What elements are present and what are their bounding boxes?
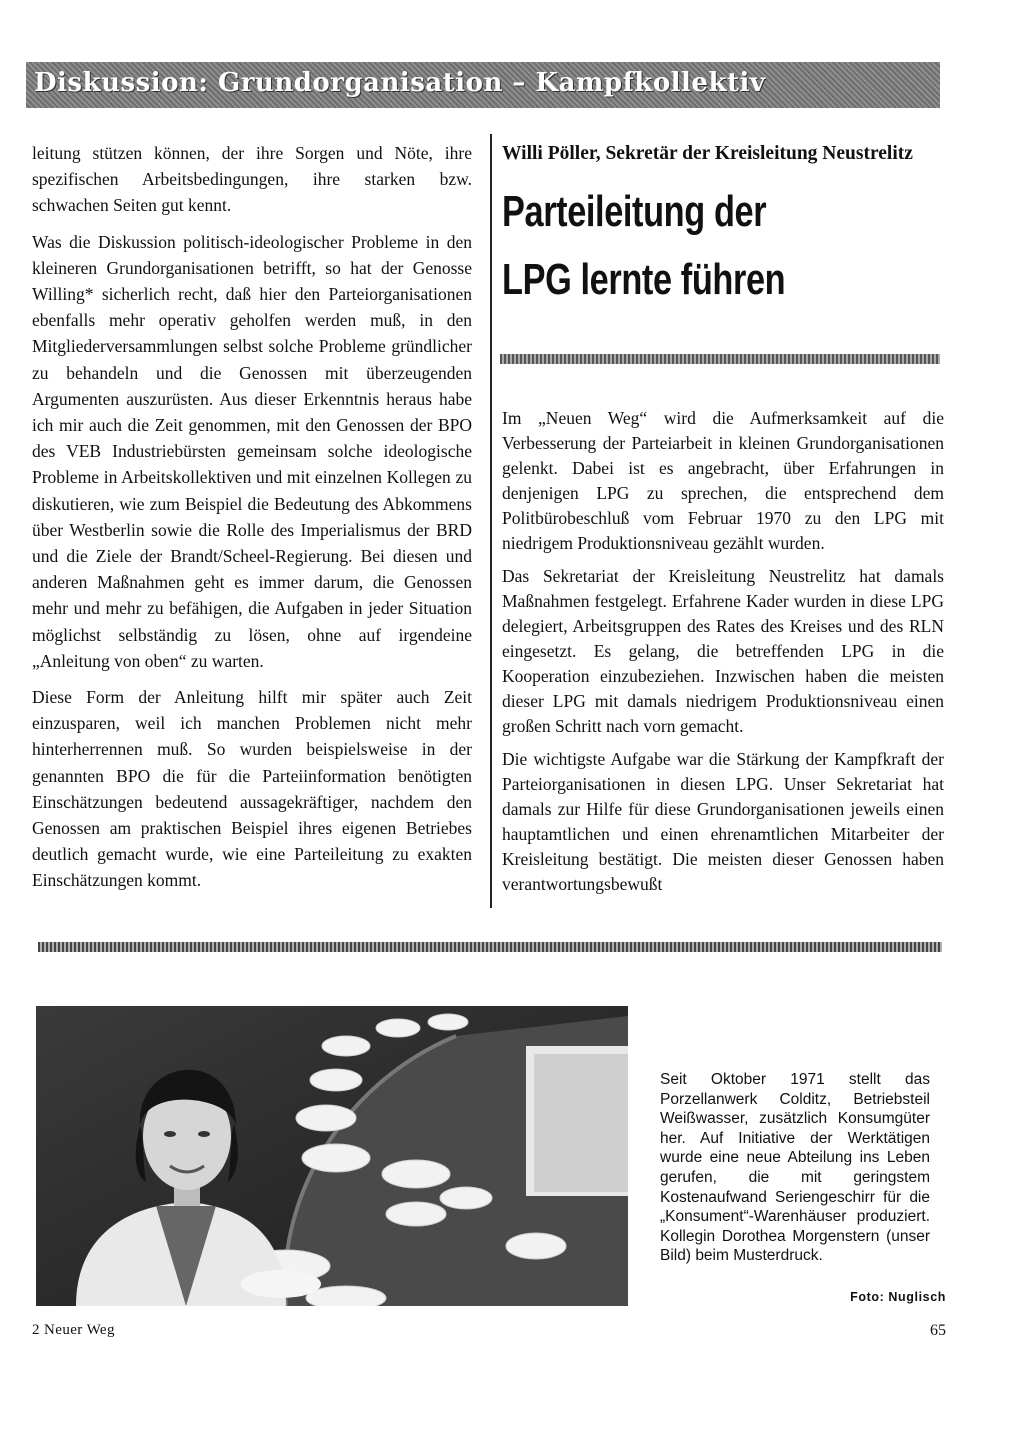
photo-credit: Foto: Nuglisch bbox=[850, 1290, 946, 1304]
section-rule bbox=[38, 942, 942, 952]
left-paragraph-1: leitung stützen können, der ihre Sorgen und Nöte, ihre spezifischen Arbeitsbedingungen, ihre starken bzw. schwachen Seiten gut kennt. bbox=[32, 143, 472, 216]
right-paragraph-2: Das Sekretariat der Kreisleitung Neustrelitz hat damals Maßnahmen festgelegt. Erfahrene Kader wurden in diese LPG delegiert, Arbeitsgruppen des Rates des Kreises und des RLN eingesetzt. Es gelang, die betreffenden LPG in die Kooperation einzubeziehen. Inzwischen haben die meisten dieser LPG mit damals niedrigem Produktionsniveau einen großen Schritt nach vorn gemacht. bbox=[502, 566, 944, 736]
photo-illustration bbox=[36, 1006, 628, 1306]
photo-caption: Seit Oktober 1971 stellt das Porzellanwerk Colditz, Betriebsteil Weißwasser, zusätzlich Konsumgüter her. Auf Initiative der Werktätigen wurde eine neue Abteilung ins Leben gerufen, die mit geringstem Kostenaufwand Seriengeschirr für die „Konsument“-Warenhäuser produziert. Kollegin Dorothea Morgenstern (unser Bild) beim Musterdruck. bbox=[660, 1071, 930, 1265]
page-number: 65 bbox=[930, 1322, 946, 1339]
left-paragraph-3: Diese Form der Anleitung hilft mir später auch Zeit einzusparen, weil ich manchen Problemen nicht mehr hinterherrennen muß. So wurden beispielsweise in der genannten BPO die für die Parteiinformation benötigten Einschätzungen bedeutend aussagekräftiger, nachdem den Genossen am praktischen Beispiel ihres eigenen Betriebes deutlich gemacht wurde, wie eine Parteileitung zu exakten Einschätzungen kommt. bbox=[32, 687, 472, 891]
left-paragraph-2: Was die Diskussion politisch-ideologischer Probleme in den kleineren Grundorganisationen betrifft, so hat der Genosse Willing* sicherlich recht, daß hier den Parteiorganisationen ebenfalls mehr operativ geholfen werden muß, in den Mitgliederversammlungen selbst solche Probleme gründlicher zu behandeln und die Genossen mit überzeugenden Argumenten auszurüsten. Aus dieser Erkenntnis heraus habe ich mir auch die Zeit genommen, mit den Genossen der BPO des VEB Industriebürsten gemeinsam solche ideologische Probleme in Arbeitskollektiven und mit einzelnen Kollegen zu diskutieren, wie zum Beispiel die Bedeutung des Abkommens über Westberlin sowie die Rolle des Imperialismus der BRD und die Ziele der Brandt/Scheel-Regierung. Bei diesen und anderen Maßnahmen geht es immer darum, die Genossen mehr und mehr zu befähigen, die Aufgaben in jeder Situation möglichst selbständig zu lösen, ohne auf irgendeine „Anleitung von oben“ zu warten. bbox=[32, 231, 472, 671]
article-headline-line-2: LPG lernte führen bbox=[502, 255, 786, 304]
article-headline-line-1: Parteileitung der bbox=[502, 187, 767, 236]
column-divider bbox=[490, 134, 492, 908]
footer-issue-label: 2 Neuer Weg bbox=[32, 1322, 115, 1338]
photo-woman-with-plates bbox=[36, 1006, 628, 1306]
headline-rule bbox=[500, 354, 940, 364]
author-line: Willi Pöller, Sekretär der Kreisleitung Neustrelitz bbox=[502, 143, 913, 164]
right-paragraph-3: Die wichtigste Aufgabe war die Stärkung der Kampfkraft der Parteiorganisationen in diesen LPG. Unser Sekretariat hat damals zur Hilfe für diese Grundorganisationen jeweils einen hauptamtlichen und einen ehrenamtlichen Mitarbeiter der Kreisleitung bestätigt. Die meisten dieser Genossen haben verantwortungsbewußt bbox=[502, 749, 944, 894]
section-title: Diskussion: Grundorganisation – Kampfkollektiv bbox=[34, 68, 766, 98]
right-header-block bbox=[502, 140, 944, 310]
right-paragraph-1: Im „Neuen Weg“ wird die Aufmerksamkeit auf die Verbesserung der Parteiarbeit in kleinen Grundorganisationen gelenkt. Dabei ist es angebracht, über Erfahrungen in denjenigen LPG zu sprechen, die entsprechend dem Politbürobeschluß vom Februar 1970 zu den LPG mit niedrigem Produktionsniveau gezählt wurden. bbox=[502, 408, 944, 553]
right-text-column bbox=[502, 406, 944, 905]
section-header-band bbox=[26, 62, 940, 108]
left-text-column bbox=[32, 140, 472, 904]
